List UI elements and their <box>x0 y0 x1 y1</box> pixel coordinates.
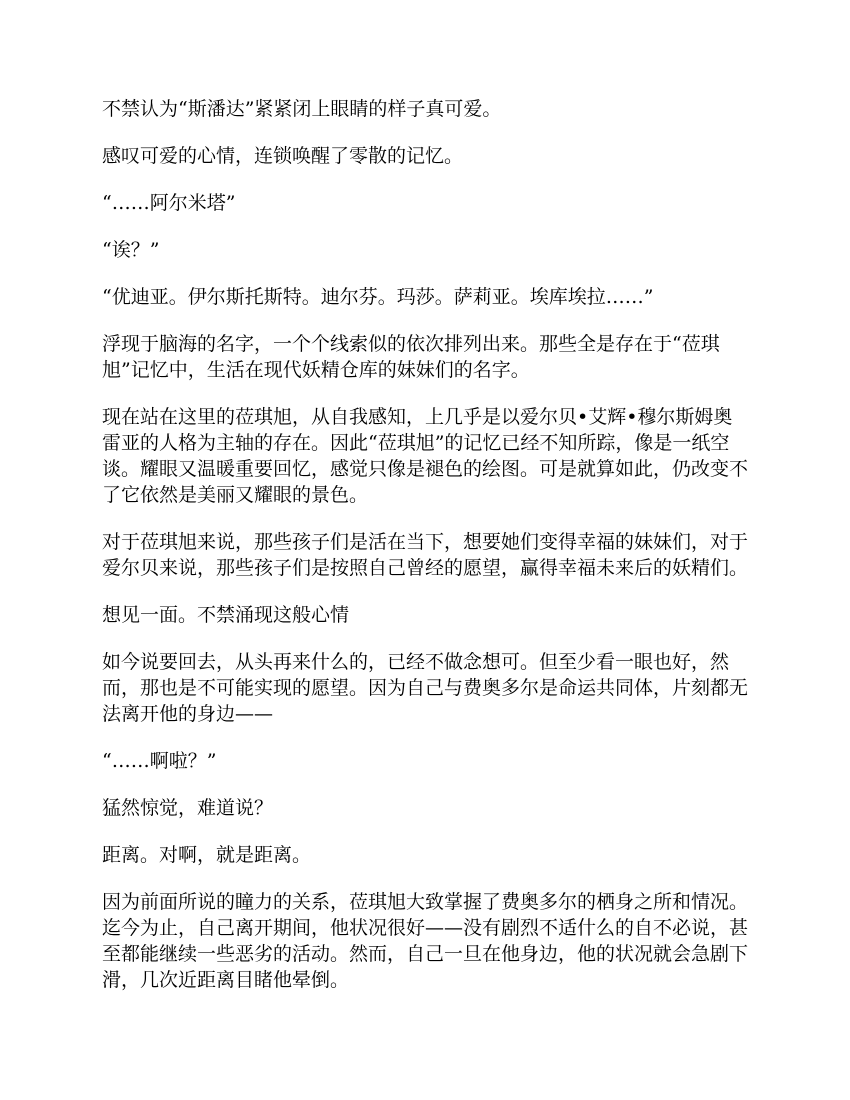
paragraph: 因为前面所说的瞳力的关系，莅琪旭大致掌握了费奥多尔的栖身之所和情况。迄今为止，自己离开期间，他状况很好——没有剧烈不适什么的自不必说，甚至都能继续一些恶劣的活动。然而，自己一旦在他身边，他的状况就会急剧下滑，几次近距离目睹他晕倒。 <box>102 891 749 991</box>
paragraph: “……阿尔米塔” <box>102 192 236 214</box>
paragraph: 浮现于脑海的名字，一个个线索似的依次排列出来。那些全是存在于“莅琪旭”记忆中，生活在现代妖精仓库的妹妹们的名字。 <box>102 333 720 381</box>
paragraph: “诶？” <box>102 239 160 261</box>
paragraph: “……啊啦？” <box>102 750 217 772</box>
paragraph: “优迪亚。伊尔斯托斯特。迪尔芬。玛莎。萨莉亚。埃库埃拉……” <box>102 286 654 308</box>
paragraph: 感叹可爱的心情，连锁唤醒了零散的记忆。 <box>102 145 464 167</box>
paragraph: 现在站在这里的莅琪旭，从自我感知，上几乎是以爱尔贝•艾辉•穆尔斯姆奥雷亚的人格为主轴的存在。因此“莅琪旭”的记忆已经不知所踪，像是一纸空谈。耀眼又温暖重要回忆，感觉只像是褪色的绘图。可是就算如此，仍改变不了它依然是美丽又耀眼的景色。 <box>102 406 749 506</box>
paragraph: 想见一面。不禁涌现这般心情 <box>102 604 350 626</box>
paragraph: 不禁认为“斯潘达”紧紧闭上眼睛的样子真可爱。 <box>102 98 502 120</box>
paragraph: 对于莅琪旭来说，那些孩子们是活在当下，想要她们变得幸福的妹妹们，对于爱尔贝来说，那些孩子们是按照自己曾经的愿望，赢得幸福未来后的妖精们。 <box>102 531 749 579</box>
paragraph: 如今说要回去，从头再来什么的，已经不做念想可。但至少看一眼也好，然而，那也是不可能实现的愿望。因为自己与费奥多尔是命运共同体，片刻都无法离开他的身边—— <box>102 651 749 725</box>
paragraph: 距离。对啊，就是距离。 <box>102 844 312 866</box>
document-body <box>102 96 748 1014</box>
paragraph: 猛然惊觉，难道说？ <box>102 797 274 819</box>
